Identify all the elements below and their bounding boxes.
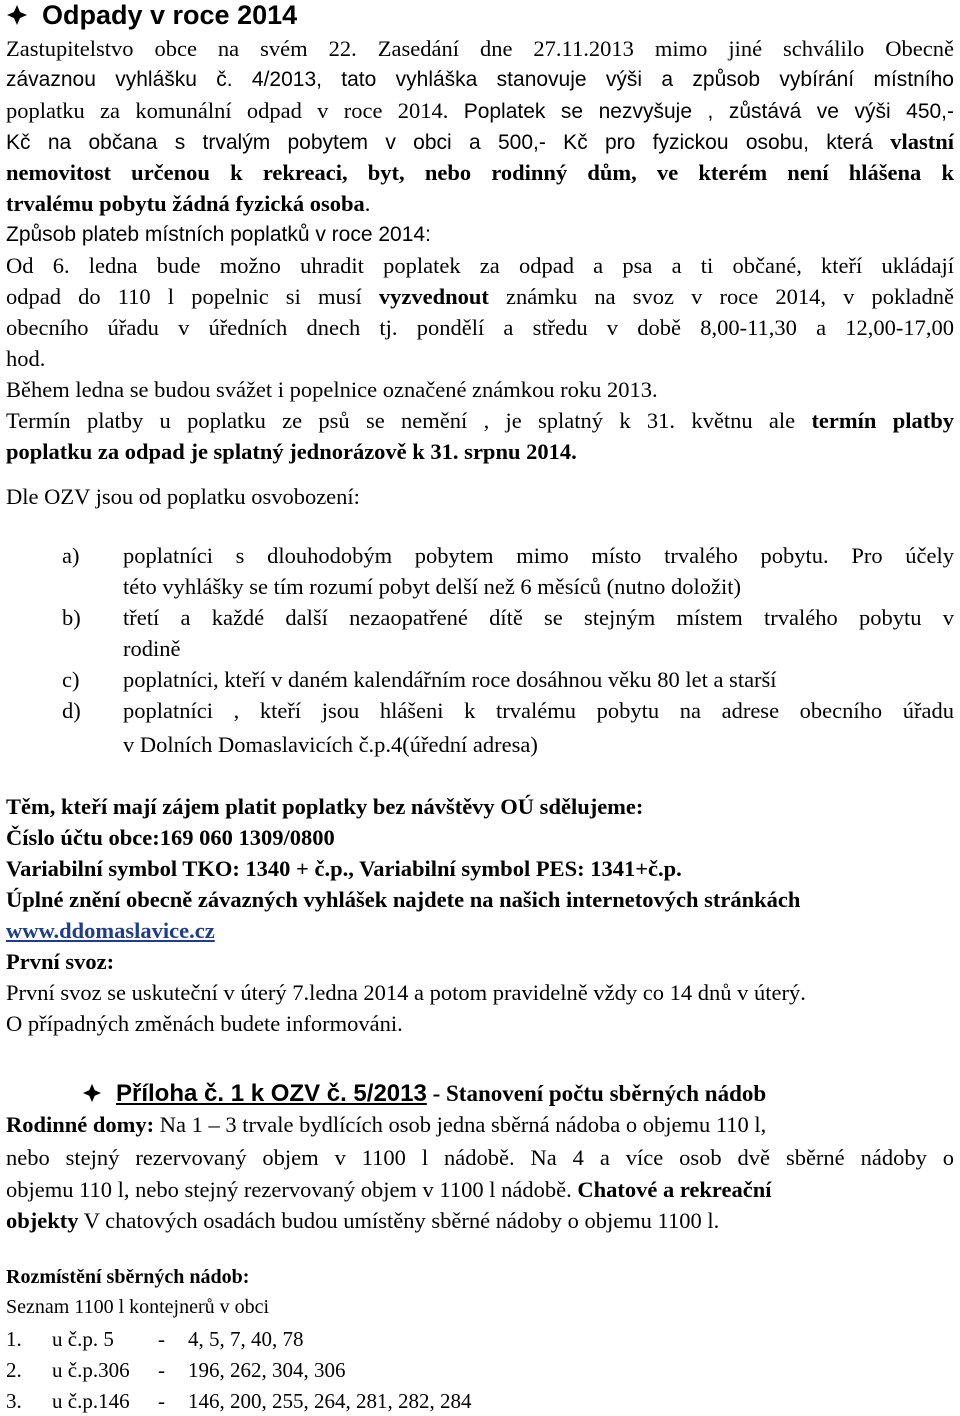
text-span-bold: vyzvednout <box>378 284 489 309</box>
row-dash: - <box>158 1327 165 1351</box>
list-item-letter: a) <box>62 543 80 568</box>
paragraph-line: obecního úřadu v úředních dnech tj. pondělí a středu v době 8,00-11,30 a 12,00-17,00 <box>6 315 954 340</box>
list-item-letter: d) <box>62 698 81 723</box>
row-dash: - <box>158 1358 165 1382</box>
row-place: u č.p. 5 <box>52 1327 114 1351</box>
website-link-row <box>6 916 215 946</box>
paragraph-line: Od 6. ledna bude možno uhradit poplatek za odpad a psa a ti občané, kteří ukládají <box>6 253 954 278</box>
website-link[interactable]: www.ddomaslavice.cz <box>6 918 215 943</box>
list-item-letter: b) <box>62 605 81 630</box>
account-number: Číslo účtu obce:169 060 1309/0800 <box>6 825 335 850</box>
diamond-bullet-icon <box>82 1083 102 1103</box>
placement-subtitle: Seznam 1100 l kontejnerů v obci <box>6 1296 270 1318</box>
paragraph-line: hod. <box>6 346 46 371</box>
text-span-bold: objekty <box>6 1208 79 1233</box>
paragraph-line <box>6 1206 719 1236</box>
row-number: 2. <box>6 1358 22 1382</box>
text-span: V chatových osadách budou umístěny sběrné nádoby o objemu 1100 l. <box>78 1208 720 1233</box>
paragraph-line <box>6 1110 766 1140</box>
text-span: poplatku za komunální odpad v roce 2014. <box>6 98 449 123</box>
row-dash: - <box>158 1389 165 1413</box>
paragraph-line: nebo stejný rezervovaný objem v 1100 l nádobě. Na 4 a více osob dvě sběrné nádoby o <box>6 1145 954 1170</box>
section-heading-waste <box>6 0 297 30</box>
paragraph-line: závaznou vyhlášku č. 4/2013, tato vyhláška stanovuje výši a způsob vybírání místního <box>6 68 954 91</box>
list-item-text: třetí a každé další nezaopatřené dítě se stejným místem trvalého pobytu v <box>123 605 954 630</box>
text-span: známku na svoz v roce 2014, v pokladně <box>506 284 954 309</box>
text-span: objemu 110 l, nebo stejný rezervovaný objem v 1100 l nádobě. <box>6 1177 572 1202</box>
text-span: odpad do 110 l popelnic si musí <box>6 284 362 309</box>
placement-title: Rozmístění sběrných nádob: <box>6 1266 250 1288</box>
list-item-text: rodině <box>123 636 181 661</box>
row-values: 196, 262, 304, 306 <box>188 1358 346 1382</box>
list-item-text: poplatníci , kteří jsou hlášeni k trvalému pobytu na adrese obecního úřadu <box>123 698 954 723</box>
paragraph-line-bold: nemovitost určenou k rekreaci, byt, nebo rodinný dům, ve kterém není hlášena k <box>6 160 954 185</box>
text-span-bold: trvalému pobytu žádná fyzická osoba <box>6 191 365 216</box>
list-item-text: poplatníci s dlouhodobým pobytem mimo místo trvalého pobytu. Pro účely <box>123 543 954 568</box>
text-span: Termín platby u poplatku ze psů se nemění , je splatný k 31. květnu ale <box>6 408 796 433</box>
text-span: Poplatek se nezvyšuje , zůstává ve výši 450,- <box>463 100 955 123</box>
paragraph-line <box>6 1175 771 1205</box>
diamond-bullet-icon <box>6 4 28 26</box>
appendix-subtitle: - Stanovení počtu sběrných nádob <box>426 1081 767 1106</box>
paragraph-line <box>6 127 954 158</box>
paragraph-line: První svoz se uskuteční v úterý 7.ledna 2014 a potom pravidelně vždy co 14 dnů v úterý. <box>6 980 806 1005</box>
payment-info-line: Těm, kteří mají zájem platit poplatky bez návštěvy OÚ sdělujeme: <box>6 794 644 819</box>
paragraph-line-bold: poplatku za odpad je splatný jednorázově k 31. srpnu 2014. <box>6 439 577 464</box>
subheading-payment-method: Způsob plateb místních poplatků v roce 2014: <box>6 223 431 246</box>
exemption-intro: Dle OZV jsou od poplatku osvobození: <box>6 484 360 509</box>
row-place: u č.p.146 <box>52 1389 130 1413</box>
text-span: . <box>364 191 371 216</box>
text-span-bold: Chatové a rekreační <box>577 1177 772 1202</box>
paragraph-line <box>6 189 370 219</box>
paragraph-line: Během ledna se budou svážet i popelnice označené známkou roku 2013. <box>6 377 658 402</box>
text-span: Na 1 – 3 trvale bydlících osob jedna sběrná nádoba o objemu 110 l, <box>154 1112 767 1137</box>
section-title: Odpady v roce 2014 <box>42 0 298 30</box>
text-span-bold: vlastní <box>890 129 954 154</box>
row-place: u č.p.306 <box>52 1358 130 1382</box>
list-item-text: této vyhlášky se tím rozumí pobyt delší než 6 měsíců (nutno doložit) <box>123 574 742 599</box>
row-number: 3. <box>6 1389 22 1413</box>
row-number: 1. <box>6 1327 22 1351</box>
list-item-letter: c) <box>62 667 80 692</box>
list-item-text: poplatníci, kteří v daném kalendářním roce dosáhnou věku 80 let a starší <box>123 667 777 692</box>
text-span: Kč na občana s trvalým pobytem v obci a 500,- Kč pro fyzickou osobu, která <box>6 131 873 154</box>
text-span-bold: termín platby <box>811 408 954 433</box>
row-values: 146, 200, 255, 264, 281, 282, 284 <box>188 1389 472 1413</box>
paragraph-line: O případných změnách budete informováni. <box>6 1011 403 1036</box>
first-collection-title: První svoz: <box>6 949 115 974</box>
text-span-bold: Rodinné domy: <box>6 1112 155 1137</box>
paragraph-line: Zastupitelstvo obce na svém 22. Zasedání dne 27.11.2013 mimo jiné schválilo Obecně <box>6 36 954 61</box>
paragraph-line <box>6 96 954 127</box>
list-item-text: v Dolních Domaslavicích č.p.4(úřední adresa) <box>123 732 538 757</box>
paragraph-line <box>6 282 954 312</box>
website-note: Úplné znění obecně závazných vyhlášek najdete na našich internetových stránkách <box>6 887 801 912</box>
variable-symbols: Variabilní symbol TKO: 1340 + č.p., Variabilní symbol PES: 1341+č.p. <box>6 856 682 881</box>
row-values: 4, 5, 7, 40, 78 <box>188 1327 304 1351</box>
appendix-title: Příloha č. 1 k OZV č. 5/2013 <box>116 1080 427 1107</box>
paragraph-line <box>6 406 954 436</box>
section-heading-appendix <box>82 1079 766 1109</box>
